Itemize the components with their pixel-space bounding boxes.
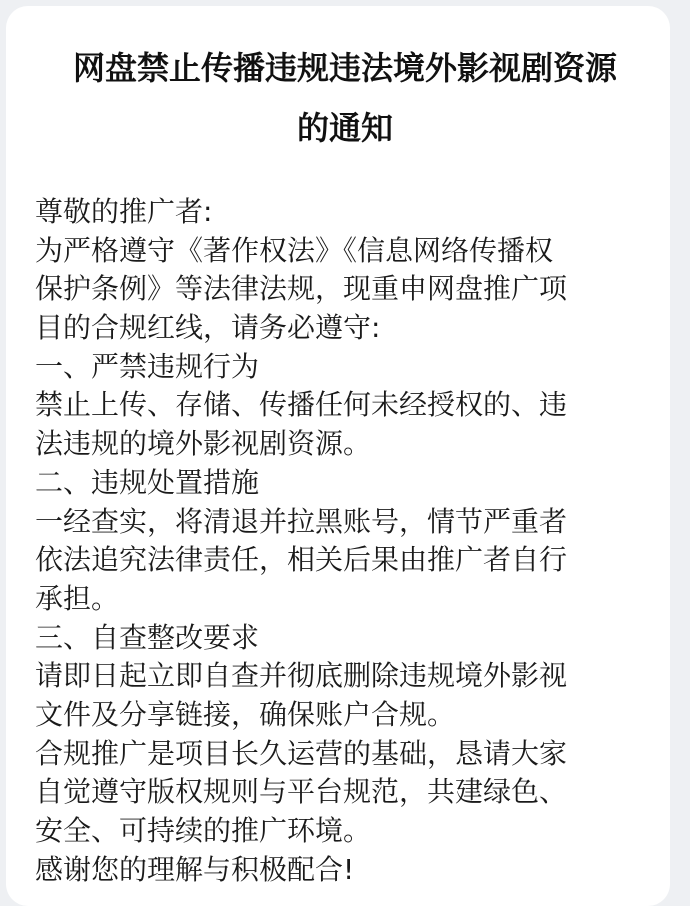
greeting: 尊敬的推广者:	[35, 195, 213, 228]
body-line: 自觉遵守版权规则与平台规范，共建绿色、	[35, 775, 568, 809]
section-heading: 三、自查整改要求	[35, 620, 260, 654]
body-line: 文件及分享链接，确保账户合规。	[35, 697, 456, 731]
body-line: 合规推广是项目长久运营的基础，恳请大家	[35, 736, 568, 770]
body-line: 一经查实，将清退并拉黑账号，情节严重者	[35, 504, 568, 538]
body-line: 为严格遵守《著作权法》《信息网络传播权	[35, 233, 554, 267]
title-line: 的通知	[296, 109, 393, 147]
body-line: 目的合规红线，请务必遵守:	[35, 311, 381, 345]
notice-body	[35, 193, 645, 889]
body-line: 保护条例》等法律法规，现重申网盘推广项	[35, 272, 568, 306]
section-heading: 二、违规处置措施	[35, 465, 260, 499]
body-line: 依法追究法律责任，相关后果由推广者自行	[35, 543, 568, 577]
section-heading: 一、严禁违规行为	[35, 349, 260, 383]
title-line: 网盘禁止传播违规违法境外影视剧资源	[72, 49, 617, 87]
notice-title	[0, 38, 690, 158]
body-line: 法违规的境外影视剧资源。	[35, 427, 372, 461]
body-line: 安全、可持续的推广环境。	[35, 814, 372, 847]
body-line: 请即日起立即自查并彻底删除违规境外影视	[35, 659, 568, 693]
body-line: 承担。	[35, 581, 120, 615]
closing-line: 感谢您的理解与积极配合!	[35, 852, 355, 886]
body-line: 禁止上传、存储、传播任何未经授权的、违	[35, 388, 568, 422]
